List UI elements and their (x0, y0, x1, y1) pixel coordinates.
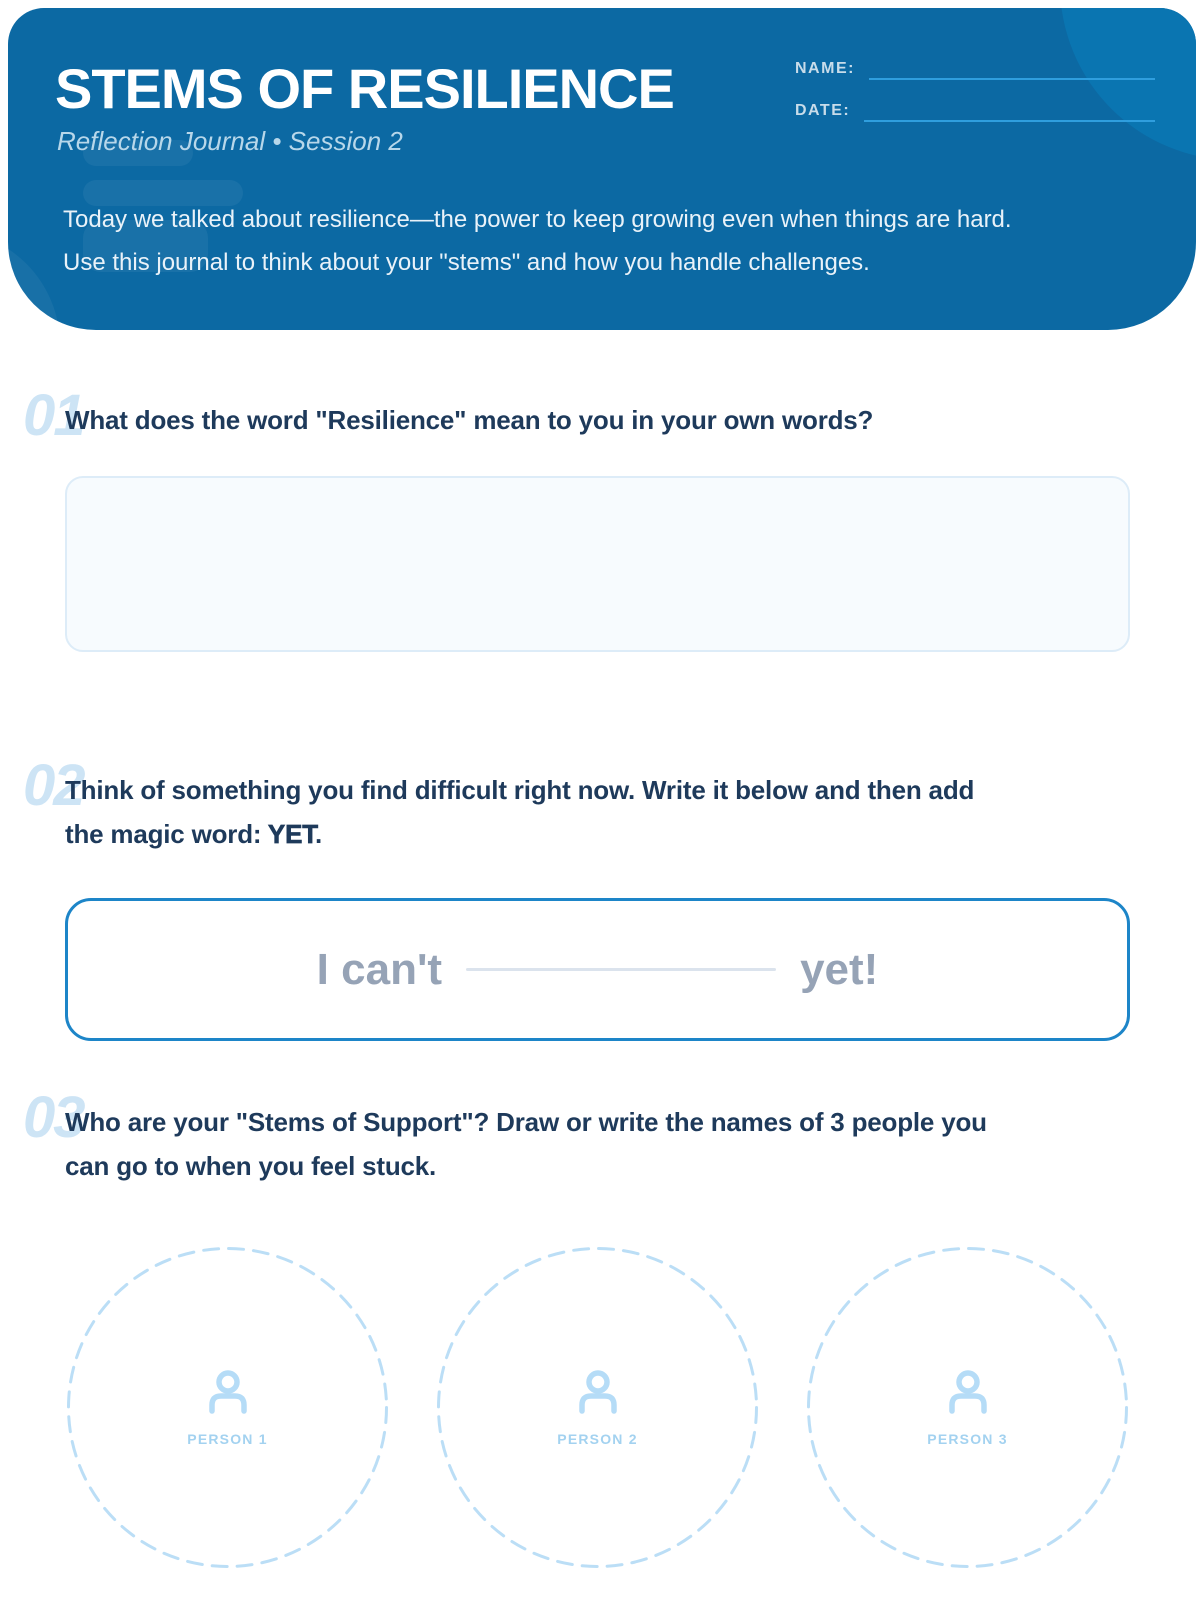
yet-sentence-box (65, 898, 1130, 1041)
question-1-text (65, 398, 1130, 442)
question-3-text (65, 1100, 1130, 1188)
question-2-line-2: the magic word: (65, 819, 268, 849)
question-3-number: 03 (23, 1085, 84, 1150)
person-icon (574, 1369, 622, 1417)
support-circle-content (805, 1245, 1130, 1570)
date-field (795, 90, 1155, 122)
page-subtitle: Reflection Journal • Session 2 (57, 126, 403, 156)
person-icon (204, 1369, 252, 1417)
person-label: PERSON 1 (187, 1430, 268, 1447)
name-field (795, 48, 1155, 80)
support-circle-content (435, 1245, 760, 1570)
support-circle-content (65, 1245, 390, 1570)
yet-sentence-suffix: yet! (800, 944, 879, 994)
question-1-number: 01 (23, 383, 84, 448)
question-2-line-2-end: . (315, 819, 323, 849)
support-circles-row (65, 1245, 1130, 1570)
support-circle-person-3[interactable] (805, 1245, 1130, 1570)
question-3 (23, 1085, 1130, 1188)
support-circle-person-1[interactable] (65, 1245, 390, 1570)
name-label: NAME: (795, 60, 855, 77)
question-3-line-1: Who are your "Stems of Support"? Draw or write the names of 3 people you (65, 1107, 987, 1137)
question-1 (23, 383, 1130, 448)
question-2 (23, 753, 1130, 856)
intro-text (63, 198, 1012, 284)
person-label: PERSON 3 (927, 1430, 1008, 1447)
person-label: PERSON 2 (557, 1430, 638, 1447)
yet-sentence-prefix: I can't (316, 944, 443, 994)
intro-line-1: Today we talked about resilience—the power to keep growing even when things are hard. (63, 206, 1012, 233)
question-2-yet-emphasis: YET (267, 819, 316, 849)
yet-fill-in-line[interactable] (466, 968, 776, 971)
question-1-answer-box[interactable] (65, 476, 1130, 652)
intro-line-2: Use this journal to think about your "stems" and how you handle challenges. (63, 249, 870, 276)
question-1-line-1: What does the word "Resilience" mean to you in your own words? (65, 405, 874, 435)
name-input-line[interactable] (869, 54, 1155, 80)
question-2-text (65, 768, 1130, 856)
name-date-fields (795, 48, 1155, 132)
page-title: STEMS OF RESILIENCE (55, 57, 674, 120)
support-circle-person-2[interactable] (435, 1245, 760, 1570)
date-input-line[interactable] (864, 96, 1155, 122)
person-icon (944, 1369, 992, 1417)
decorative-circle-bottom-left (8, 230, 60, 330)
question-2-number: 02 (23, 753, 84, 818)
question-2-line-1: Think of something you find difficult right now. Write it below and then add (65, 775, 975, 805)
date-label: DATE: (795, 102, 851, 119)
header-banner (8, 8, 1196, 330)
question-3-line-2: can go to when you feel stuck. (65, 1151, 437, 1181)
